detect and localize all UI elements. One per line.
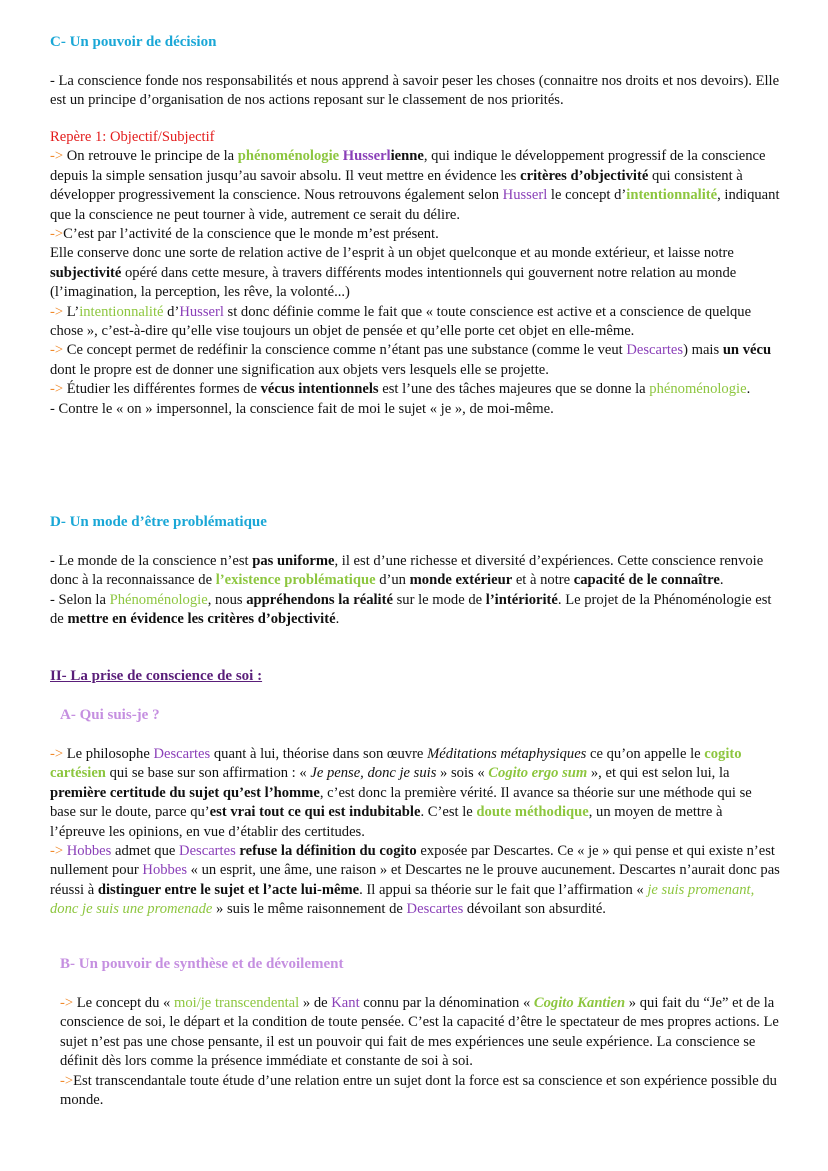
section-a-title: A- Qui suis-je ? — [60, 707, 160, 723]
section-c-title: C- Un pouvoir de décision — [50, 34, 217, 50]
repere-para-4: -> L’intentionnalité d’Husserl st donc définie comme le fait que « toute conscience est active et a conscience de quelque chose », c’est-à-dire qu’elle vise toujours un objet de pensée et qu’elle porte cet objet en elle-même. — [50, 303, 752, 340]
section-b-para-2: ->Est transcendantale toute étude d’une relation entre un sujet dont la force est sa conscience et son expérience possible du monde. — [60, 1072, 777, 1109]
repere-para-6: -> Étudier les différentes formes de vécus intentionnels est l’une des tâches majeures que se donne la phénoménologie. — [50, 381, 751, 398]
repere-block — [50, 128, 780, 419]
repere-title: Repère 1: Objectif/Subjectif — [50, 129, 215, 145]
section-d-para-2: - Selon la Phénoménologie, nous appréhendons la réalité sur le mode de l’intériorité. Le projet de la Phénoménologie est de mettre en évidence les critères d’objectivité. — [50, 591, 772, 628]
repere-para-1: -> On retrouve le principe de la phénoménologie Husserlienne, qui indique le développement progressif de la conscience depuis la simple sensation jusqu’au savoir absolu. Il veut mettre en évidence les critères d’objectivité qui consistent à développer progressivement la conscience. Nous retrouvons également selon Husserl le concept d’intentionnalité, indiquant que la conscience ne peut tourner à vide, autrement ce serait du délire. — [50, 148, 780, 223]
section-d-para-1: - Le monde de la conscience n’est pas uniforme, il est d’une richesse et diversité d’expériences. Cette conscience renvoie donc à la reconnaissance de l’existence problématique d’un monde extérieur et à notre capacité de le connaître. — [50, 553, 764, 589]
repere-para-3: Elle conserve donc une sorte de relation active de l’esprit à un objet quelconque et au monde extérieur, et laisse notre subjectivité opéré dans cette mesure, à travers différents modes intentionnels qui gouvernent notre relation au monde (l’imagination, la perception, les rêve, la volonté...) — [50, 245, 737, 301]
part-ii-title: II- La prise de conscience de soi : — [50, 668, 263, 684]
section-b-para-1: -> Le concept du « moi/je transcendental » de Kant connu par la dénomination « Cogito Kantien » qui fait du “Je” et de la conscience de soi, le départ et la condition de toute pensée. C’est la capacité d’être le spectateur de mes propres actions. Le sujet n’est pas une chose pensante, il est un pouvoir qui fait de mes expériences une seule expérience. La conscience se définit dès lors comme la présence immédiate et constante de soi à soi. — [60, 995, 779, 1070]
section-a-block — [50, 745, 780, 920]
section-c-paragraph: - La conscience fonde nos responsabilités et nous apprend à savoir peser les choses (connaitre nos droits et nos devoirs). Elle est un principe d’organisation de nos actions reposant sur le classement de nos priorités. — [50, 73, 780, 109]
repere-para-7: - Contre le « on » impersonnel, la conscience fait de moi le sujet « je », de moi-même. — [50, 400, 554, 417]
section-b-block — [60, 994, 780, 1110]
section-b-title: B- Un pouvoir de synthèse et de dévoilement — [60, 956, 344, 972]
repere-para-2: ->C’est par l’activité de la conscience que le monde m’est présent. — [50, 226, 439, 243]
repere-para-5: -> Ce concept permet de redéfinir la conscience comme n’étant pas une substance (comme le veut Descartes) mais un vécu dont le propre est de donner une signification aux objets vers lesquels elle se projette. — [50, 342, 772, 378]
section-a-para-2: -> Hobbes admet que Descartes refuse la définition du cogito exposée par Descartes. Ce « je » qui pense et qui existe n’est nullement pour Hobbes « un esprit, une âme, une raison » et Descartes ne le prouve aucunement. Descartes n’aurait donc pas réussi à distinguer entre le sujet et l’acte lui-même. Il appui sa théorie sur le fait que l’affirmation « je suis promenant, donc je suis une promenade » suis le même raisonnement de Descartes dévoilant son absurdité. — [50, 843, 780, 918]
section-a-para-1: -> Le philosophe Descartes quant à lui, théorise dans son œuvre Méditations métaphysiques ce qu’on appelle le cogito cartésien qui se base sur son affirmation : « Je pense, donc je suis » sois « Cogito ergo sum », et qui est selon lui, la première certitude du sujet qu’est l’homme, c’est donc la première vérité. Il avance sa théorie sur une méthode qui se base sur le doute, parce qu’est vrai tout ce qui est indubitable. C’est le doute méthodique, un moyen de mettre à l’épreuve les opinions, en vue d’établir des certitudes. — [50, 746, 752, 840]
section-d-title: D- Un mode d’être problématique — [50, 514, 267, 530]
section-d-block — [50, 552, 780, 630]
